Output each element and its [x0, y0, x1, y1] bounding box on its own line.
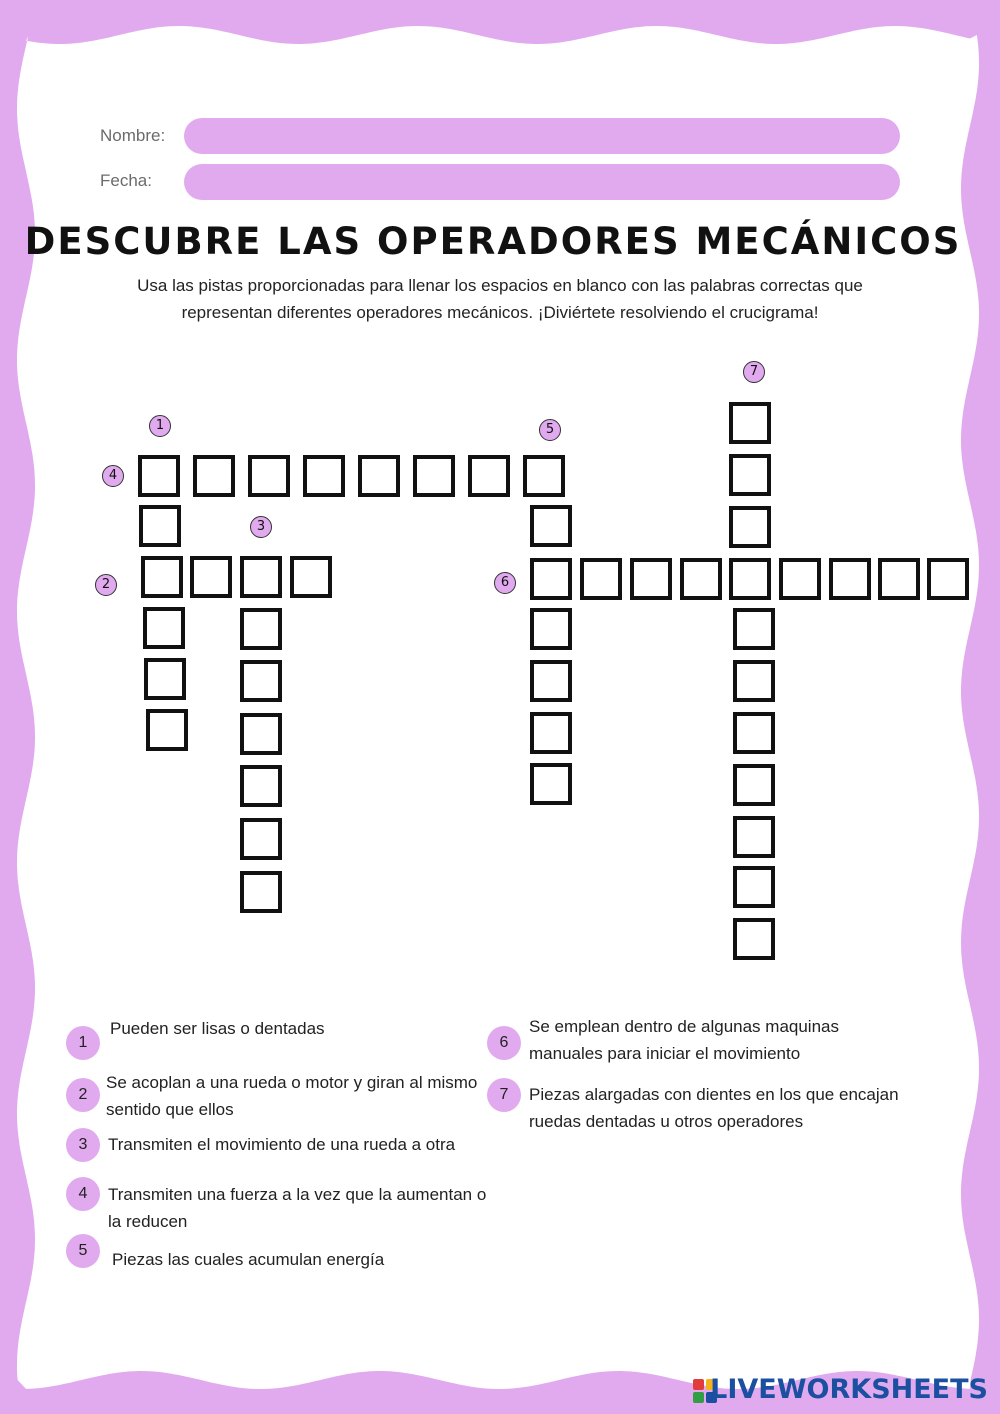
brand-name: LIVEWORKSHEETS [710, 1374, 988, 1405]
crossword-cell[interactable] [139, 505, 181, 547]
crossword-cell[interactable] [358, 455, 400, 497]
crossword-cell[interactable] [138, 455, 180, 497]
crossword-cell[interactable] [680, 558, 722, 600]
crossword-cell[interactable] [240, 556, 282, 598]
worksheet-title: DESCUBRE LAS OPERADORES MECÁNICOS [24, 220, 962, 263]
crossword-cell[interactable] [733, 712, 775, 754]
crossword-cell[interactable] [729, 454, 771, 496]
crossword-cell[interactable] [190, 556, 232, 598]
clue-number-badge: 5 [66, 1234, 100, 1268]
crossword-cell[interactable] [878, 558, 920, 600]
crossword-number-7: 7 [743, 361, 765, 383]
crossword-cell[interactable] [530, 558, 572, 600]
clue-text: Se acoplan a una rueda o motor y giran al mismo sentido que ellos [106, 1073, 478, 1119]
crossword-cell[interactable] [240, 871, 282, 913]
crossword-number-1: 1 [149, 415, 171, 437]
crossword-cell[interactable] [580, 558, 622, 600]
crossword-cell[interactable] [733, 660, 775, 702]
crossword-cell[interactable] [530, 505, 572, 547]
clue-text: Se emplean dentro de algunas maquinas manuales para iniciar el movimiento [529, 1017, 839, 1063]
crossword-number-3: 3 [250, 516, 272, 538]
crossword-cell[interactable] [248, 455, 290, 497]
crossword-cell[interactable] [829, 558, 871, 600]
crossword-cell[interactable] [468, 455, 510, 497]
crossword-cell[interactable] [927, 558, 969, 600]
crossword-number-2: 2 [95, 574, 117, 596]
crossword-cell[interactable] [413, 455, 455, 497]
clue-number-badge: 4 [66, 1177, 100, 1211]
crossword-cell[interactable] [733, 918, 775, 960]
clue-text: Transmiten una fuerza a la vez que la aumentan o la reducen [108, 1185, 487, 1231]
clue-number-badge: 3 [66, 1128, 100, 1162]
crossword-cell[interactable] [240, 608, 282, 650]
crossword-cell[interactable] [530, 660, 572, 702]
crossword-cell[interactable] [630, 558, 672, 600]
clue-number-badge: 6 [487, 1026, 521, 1060]
name-label: Nombre: [100, 126, 166, 145]
crossword-cell[interactable] [733, 764, 775, 806]
crossword-cell[interactable] [240, 765, 282, 807]
name-field[interactable] [184, 118, 900, 154]
crossword-cell[interactable] [240, 660, 282, 702]
crossword-cell[interactable] [729, 402, 771, 444]
crossword-cell[interactable] [303, 455, 345, 497]
crossword-number-4: 4 [102, 465, 124, 487]
instructions: Usa las pistas proporcionadas para llenar los espacios en blanco con las palabras correctas que representan diferentes operadores mecánicos. ¡Diviértete resolviendo el crucigrama! [137, 276, 863, 322]
crossword-cell[interactable] [240, 713, 282, 755]
crossword-cell[interactable] [146, 709, 188, 751]
crossword-number-6: 6 [494, 572, 516, 594]
crossword-cell[interactable] [290, 556, 332, 598]
crossword-cell[interactable] [141, 556, 183, 598]
crossword-cell[interactable] [530, 763, 572, 805]
crossword-cell[interactable] [733, 608, 775, 650]
crossword-cell[interactable] [530, 608, 572, 650]
crossword-cell[interactable] [144, 658, 186, 700]
crossword-cell[interactable] [733, 866, 775, 908]
crossword-cell[interactable] [729, 506, 771, 548]
clue-text: Piezas las cuales acumulan energía [112, 1250, 385, 1269]
clue-number-badge: 7 [487, 1078, 521, 1112]
crossword-cell[interactable] [143, 607, 185, 649]
crossword-cell[interactable] [733, 816, 775, 858]
crossword-cell[interactable] [193, 455, 235, 497]
clue-text: Transmiten el movimiento de una rueda a otra [108, 1135, 456, 1154]
clue-text: Piezas alargadas con dientes en los que encajan ruedas dentadas u otros operadores [529, 1085, 899, 1131]
clue-number-badge: 2 [66, 1078, 100, 1112]
crossword-cell[interactable] [729, 558, 771, 600]
crossword-cell[interactable] [779, 558, 821, 600]
date-field[interactable] [184, 164, 900, 200]
crossword-cell[interactable] [530, 712, 572, 754]
date-label: Fecha: [100, 171, 152, 190]
crossword-cell[interactable] [523, 455, 565, 497]
clue-text: Pueden ser lisas o dentadas [110, 1019, 325, 1038]
crossword-number-5: 5 [539, 419, 561, 441]
clue-number-badge: 1 [66, 1026, 100, 1060]
crossword-cell[interactable] [240, 818, 282, 860]
